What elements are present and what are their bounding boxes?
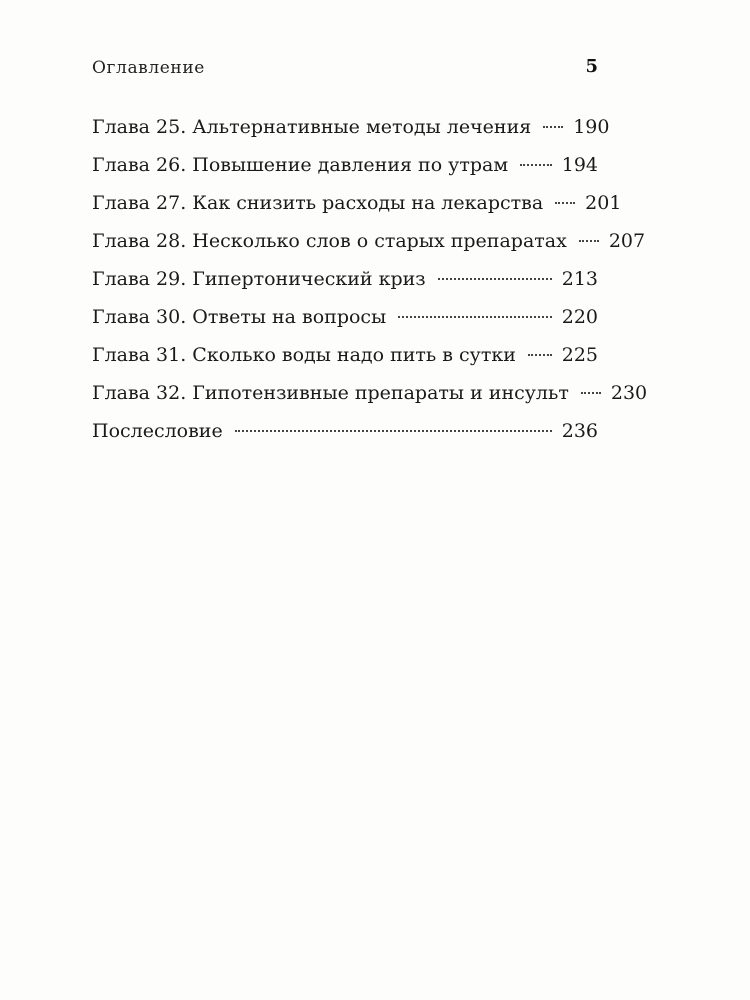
toc-entry-page: 201 — [585, 192, 622, 214]
running-head — [92, 58, 598, 82]
toc-entry — [92, 298, 598, 336]
dot-leader — [555, 202, 575, 204]
table-of-contents — [92, 108, 648, 450]
toc-entry-title: Глава 25. Альтернативные методы лечения — [92, 116, 532, 138]
toc-entry-page: 230 — [610, 382, 648, 404]
toc-entry-title: Глава 28. Несколько слов о старых препаратах — [92, 230, 567, 252]
dot-leader — [528, 354, 552, 356]
page-number: 5 — [585, 56, 598, 77]
dot-leader — [581, 392, 601, 394]
dot-leader — [579, 240, 599, 242]
toc-entry-title: Глава 32. Гипотензивные препараты и инсульт — [92, 382, 569, 404]
toc-entry-title: Глава 31. Сколько воды надо пить в сутки — [92, 344, 516, 366]
dot-leader — [438, 278, 552, 280]
toc-entry-page: 236 — [561, 420, 598, 442]
toc-entry — [92, 260, 598, 298]
toc-entry-title: Глава 29. Гипертонический криз — [92, 268, 426, 290]
dot-leader — [398, 316, 552, 318]
toc-entry-page: 194 — [561, 154, 598, 176]
toc-entry-page: 207 — [608, 230, 646, 252]
toc-entry-page: 213 — [561, 268, 598, 290]
toc-entry — [92, 146, 598, 184]
toc-entry-page: 190 — [573, 116, 610, 138]
toc-entry-title: Послесловие — [92, 420, 223, 442]
toc-entry-page: 220 — [561, 306, 598, 328]
toc-entry-title: Глава 26. Повышение давления по утрам — [92, 154, 509, 176]
dot-leader — [235, 430, 552, 432]
dot-leader — [520, 164, 552, 166]
running-head-title: Оглавление — [92, 58, 205, 78]
toc-entry — [92, 222, 646, 260]
dot-leader — [543, 126, 563, 128]
toc-entry-title: Глава 27. Как снизить расходы на лекарства — [92, 192, 544, 214]
toc-entry-title: Глава 30. Ответы на вопросы — [92, 306, 387, 328]
toc-entry — [92, 374, 648, 412]
toc-entry — [92, 336, 598, 374]
toc-entry — [92, 184, 622, 222]
toc-entry — [92, 412, 598, 450]
toc-entry-page: 225 — [561, 344, 598, 366]
toc-entry — [92, 108, 610, 146]
